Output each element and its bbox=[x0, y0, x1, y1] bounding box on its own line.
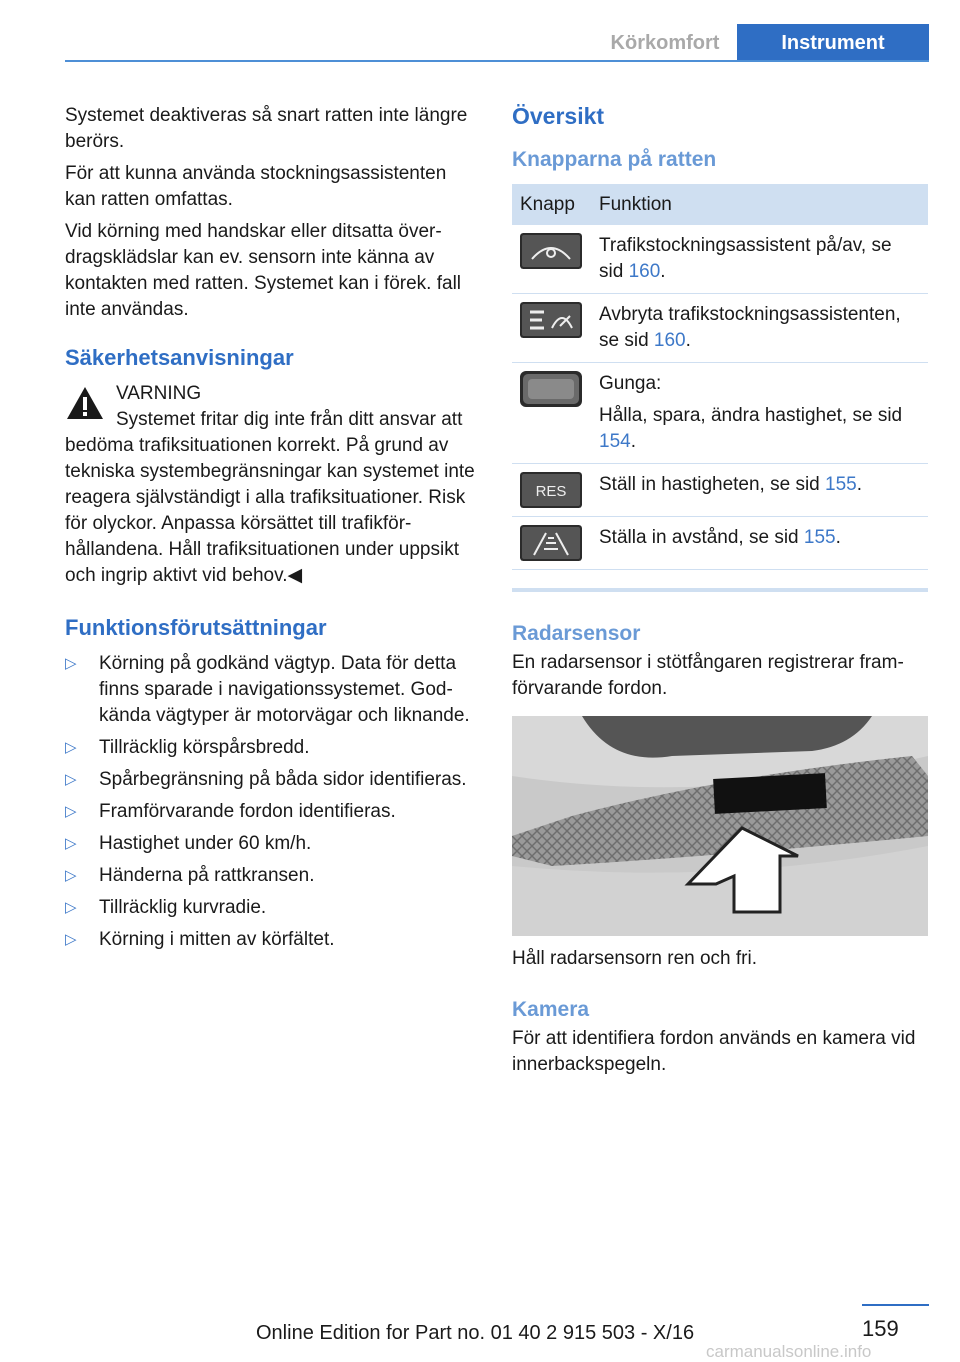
table-bottom-rule bbox=[512, 588, 928, 592]
edition-note: Online Edition for Part no. 01 40 2 915 503 - X/16 bbox=[256, 1322, 695, 1344]
page-link-160[interactable]: 160 bbox=[653, 330, 686, 351]
table-row bbox=[512, 464, 928, 517]
page-number: 159 bbox=[862, 1316, 899, 1341]
header-tab-instrument[interactable]: Instrument bbox=[737, 24, 929, 62]
list-item: ▷ Spårbegränsning på båda sidor identifieras. bbox=[65, 767, 482, 793]
bullet-triangle-icon: ▷ bbox=[65, 739, 77, 756]
function-heading: Funktionsförutsättningar bbox=[65, 615, 327, 640]
paragraph-grip: För att kunna använda stockningsassistenten kan ratten omfattas. bbox=[65, 163, 447, 210]
radar-heading: Radarsensor bbox=[512, 622, 641, 645]
table-header-row bbox=[512, 184, 928, 225]
table-header-knapp: Knapp bbox=[512, 184, 591, 225]
bullet-triangle-icon: ▷ bbox=[65, 867, 77, 884]
page-link-155[interactable]: 155 bbox=[803, 527, 836, 548]
safety-heading: Säkerhetsanvisningar bbox=[65, 345, 294, 370]
bullet-triangle-icon: ▷ bbox=[65, 655, 77, 672]
list-item: ▷ Tillräcklig kurvradie. bbox=[65, 895, 482, 921]
res-icon bbox=[520, 472, 582, 508]
traffic-jam-assist-icon bbox=[520, 233, 582, 269]
buttons-table bbox=[512, 184, 928, 570]
list-item: ▷ Körning i mitten av körfältet. bbox=[65, 927, 482, 953]
radar-text: En radarsensor i stötfångaren registrerar framförvarande fordon. bbox=[512, 652, 904, 699]
row-3-text: Gunga: Hålla, spara, ändra hastighet, se sid 154. bbox=[591, 363, 928, 464]
overview-heading: Översikt bbox=[512, 103, 605, 129]
distance-icon bbox=[520, 525, 582, 561]
page-link-155[interactable]: 155 bbox=[825, 474, 857, 495]
table-row bbox=[512, 363, 928, 464]
radar-caption: Håll radarsensorn ren och fri. bbox=[512, 948, 757, 969]
warning-icon bbox=[65, 385, 105, 421]
table-row bbox=[512, 517, 928, 570]
warning-block bbox=[65, 381, 482, 589]
list-item: ▷ Körning på godkänd vägtyp. Data för detta finns sparade i navigationssystemet. Godkända vägtyper är motorvägar och liknande. bbox=[65, 653, 470, 726]
camera-text: För att identifiera fordon används en kamera vid innerbackspegeln. bbox=[512, 1028, 916, 1075]
buttons-heading: Knapparna på ratten bbox=[512, 148, 717, 171]
radar-sensor-image bbox=[512, 716, 928, 936]
list-item: ▷ Framförvarande fordon identifieras. bbox=[65, 799, 482, 825]
right-column bbox=[512, 103, 928, 1084]
list-item: ▷ Tillräcklig körspårsbredd. bbox=[65, 735, 482, 761]
list-item: ▷ Händerna på rattkransen. bbox=[65, 863, 482, 889]
warning-title: VARNING bbox=[116, 383, 202, 404]
list-item: ▷ Hastighet under 60 km/h. bbox=[65, 831, 482, 857]
header-rule bbox=[65, 60, 929, 62]
bullet-triangle-icon: ▷ bbox=[65, 803, 77, 820]
rocker-icon bbox=[520, 371, 582, 407]
row-4-text: Ställ in hastigheten, se sid 155. bbox=[591, 464, 928, 517]
row-2-text: Avbryta trafikstockningsassistenten, se sid 160. bbox=[591, 294, 928, 363]
res-label: RES bbox=[535, 483, 567, 500]
table-row bbox=[512, 225, 928, 294]
requirements-list bbox=[65, 651, 482, 953]
table-header-funktion: Funktion bbox=[591, 184, 928, 225]
bullet-triangle-icon: ▷ bbox=[65, 931, 77, 948]
paragraph-deactivation: Systemet deaktiveras så snart ratten inte längre berörs. bbox=[65, 105, 468, 152]
cancel-assist-icon bbox=[520, 302, 582, 338]
watermark: carmanualsonline.info bbox=[706, 1342, 872, 1361]
row-5-text: Ställa in avstånd, se sid 155. bbox=[591, 517, 928, 570]
row-1-text: Trafikstockningsassistent på/av, se sid 160. bbox=[591, 225, 928, 294]
bullet-triangle-icon: ▷ bbox=[65, 899, 77, 916]
bullet-triangle-icon: ▷ bbox=[65, 771, 77, 788]
table-row bbox=[512, 294, 928, 363]
bullet-triangle-icon: ▷ bbox=[65, 835, 77, 852]
paragraph-gloves: Vid körning med handskar eller ditsatta överdragsklädslar kan ev. sensorn inte känna av kontakten med ratten. Systemet kan i förek. fall inte användas. bbox=[65, 221, 462, 320]
page-link-154[interactable]: 154 bbox=[599, 431, 631, 452]
footer-rule bbox=[862, 1304, 929, 1306]
page-link-160[interactable]: 160 bbox=[628, 261, 661, 282]
left-column bbox=[65, 103, 482, 959]
camera-heading: Kamera bbox=[512, 998, 590, 1021]
header-tab-korkomfort[interactable]: Körkomfort bbox=[610, 32, 720, 54]
warning-text: Systemet fritar dig inte från ditt ansvar att bedöma trafiksituationen korrekt. På grund av tekniska systembegränsningar kan systemet inte reagera självständigt i alla trafiksituationer. Risk för olyckor. Anpassa körsättet till trafikförhållandena. Håll trafiksituationen under uppsikt och ingrip aktivt vid behov.◀ bbox=[65, 409, 475, 586]
